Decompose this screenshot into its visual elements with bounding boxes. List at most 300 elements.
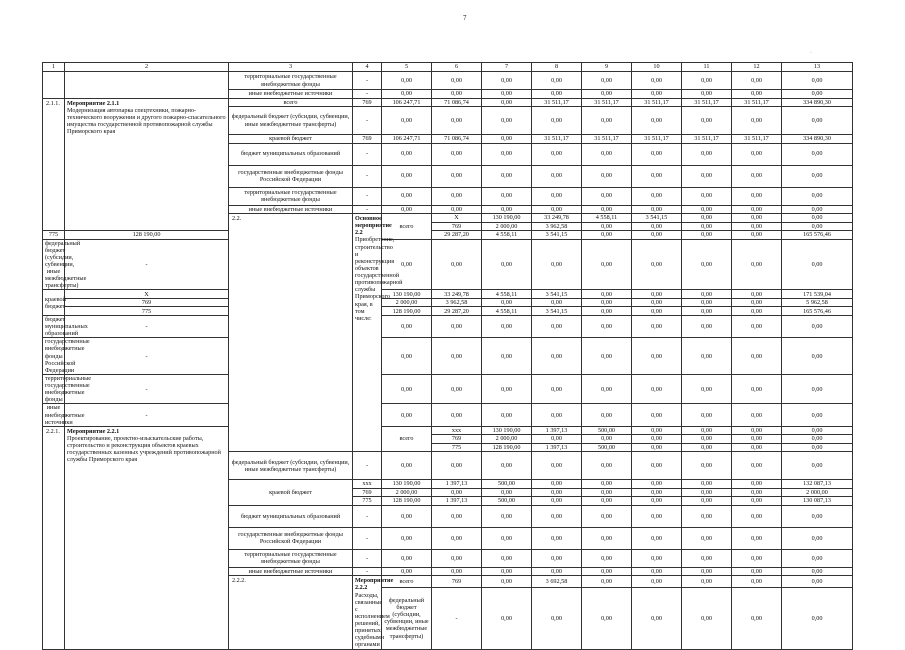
value-cell: 0,00 (582, 488, 632, 497)
value-cell: 0,00 (482, 588, 532, 649)
value-cell: 0,00 (482, 90, 532, 99)
value-cell: 0,00 (682, 187, 732, 205)
value-cell: 0,00 (632, 527, 682, 549)
value-cell: 0,00 (682, 214, 732, 223)
table-row (43, 239, 853, 290)
value-cell: 71 086,74 (432, 98, 482, 107)
value-cell: 0,00 (532, 72, 582, 90)
value-cell: 500,00 (482, 480, 532, 489)
value-cell: 0,00 (582, 567, 632, 576)
value-cell: 0,00 (482, 549, 532, 567)
value-cell: 0,00 (482, 374, 532, 404)
value-cell: 0,00 (582, 231, 632, 240)
grbs-code: - (353, 567, 382, 576)
value-cell: 0,00 (632, 576, 682, 588)
value-cell: 0,00 (582, 338, 632, 375)
funding-source: территориальные государственные внебюджетные фонды (229, 187, 353, 205)
grbs-code: - (353, 187, 382, 205)
value-cell: 0,00 (532, 404, 582, 426)
value-cell: 0,00 (682, 588, 732, 649)
table-row (43, 231, 853, 240)
column-header: 10 (632, 63, 682, 72)
value-cell: 0,00 (682, 239, 732, 290)
value-cell: 0,00 (382, 205, 432, 214)
value-cell: 0,00 (432, 165, 482, 187)
value-cell: 0,00 (732, 214, 782, 223)
value-cell: 0,00 (582, 107, 632, 135)
column-header: 9 (582, 63, 632, 72)
value-cell: 0,00 (632, 107, 682, 135)
grbs-code: 769 (353, 488, 382, 497)
value-cell: 0,00 (532, 374, 582, 404)
value-cell: 0,00 (532, 298, 582, 307)
value-cell: 0,00 (432, 90, 482, 99)
grbs-code: - (65, 239, 229, 290)
column-header: 6 (432, 63, 482, 72)
value-cell: 0,00 (382, 187, 432, 205)
value-cell: 0,00 (582, 165, 632, 187)
grbs-code: X (65, 290, 229, 299)
value-cell: 0,00 (582, 505, 632, 527)
value-cell: 0,00 (482, 452, 532, 480)
funding-source: федеральный бюджет (субсидии, субвенции, иные межбюджетные трансферты) (229, 452, 353, 480)
value-cell: 0,00 (632, 187, 682, 205)
value-cell: 0,00 (732, 527, 782, 549)
value-cell: 106 247,71 (382, 98, 432, 107)
value-cell: 0,00 (582, 576, 632, 588)
value-cell: 0,00 (582, 298, 632, 307)
value-cell: 0,00 (532, 505, 582, 527)
value-cell: 0,00 (782, 435, 853, 444)
value-cell: 0,00 (732, 143, 782, 165)
value-cell: 0,00 (582, 452, 632, 480)
value-cell: 0,00 (682, 72, 732, 90)
value-cell: 0,00 (682, 443, 732, 452)
activity-title: Мероприятие 2.2.1 (67, 427, 120, 435)
value-cell: 0,00 (682, 290, 732, 299)
value-cell: 0,00 (682, 374, 732, 404)
value-cell: 0,00 (782, 205, 853, 214)
value-cell: 0,00 (732, 338, 782, 375)
grbs-code: 775 (432, 443, 482, 452)
value-cell: 0,00 (782, 187, 853, 205)
value-cell: 0,00 (732, 404, 782, 426)
value-cell: 0,00 (632, 90, 682, 99)
grbs-code: 769 (432, 222, 482, 231)
grbs-code: - (432, 588, 482, 649)
value-cell: 0,00 (682, 143, 732, 165)
value-cell: 0,00 (682, 107, 732, 135)
table-row (43, 290, 853, 299)
value-cell: 0,00 (432, 505, 482, 527)
activity-description: Приобретение, строительство и реконструкция объектов государственной противопожарной службы Приморского края, в том числе: (355, 236, 403, 322)
row-index: 2.2. (232, 215, 242, 222)
corner-mark: · (810, 50, 812, 56)
row-name-cell (353, 214, 403, 452)
value-cell: 0,00 (582, 290, 632, 299)
value-cell: 0,00 (682, 505, 732, 527)
grbs-code: ххх (353, 480, 382, 489)
value-cell: 1 397,13 (532, 443, 582, 452)
column-header: 5 (382, 63, 432, 72)
value-cell: 0,00 (482, 205, 532, 214)
value-cell: 0,00 (382, 72, 432, 90)
value-cell: 165 576,46 (782, 307, 853, 316)
value-cell: 0,00 (582, 480, 632, 489)
funding-source: всего (229, 98, 353, 107)
grbs-code: - (353, 527, 382, 549)
value-cell: 0,00 (532, 588, 582, 649)
value-cell: 0,00 (632, 374, 682, 404)
value-cell: 0,00 (532, 435, 582, 444)
value-cell: 500,00 (482, 497, 532, 506)
row-index-cell (43, 426, 65, 649)
value-cell: 0,00 (482, 72, 532, 90)
value-cell: 33 249,78 (532, 214, 582, 223)
value-cell: 130 190,00 (482, 214, 532, 223)
value-cell: 0,00 (732, 315, 782, 337)
table-body (43, 63, 853, 650)
value-cell: 0,00 (782, 214, 853, 223)
value-cell: 31 511,17 (532, 135, 582, 144)
grbs-code: - (353, 549, 382, 567)
grbs-code: - (353, 143, 382, 165)
value-cell: 0,00 (382, 107, 432, 135)
budget-table (42, 62, 853, 650)
value-cell: 0,00 (782, 443, 853, 452)
row-name-cell (65, 72, 229, 99)
value-cell: 4 558,11 (582, 214, 632, 223)
value-cell: 0,00 (782, 90, 853, 99)
value-cell: 3 541,15 (532, 290, 582, 299)
value-cell: 0,00 (432, 315, 482, 337)
grbs-code: 769 (353, 98, 382, 107)
value-cell: 0,00 (482, 527, 532, 549)
table-row (43, 307, 853, 316)
value-cell: 0,00 (632, 505, 682, 527)
funding-source: иные внебюджетные источники (229, 90, 353, 99)
value-cell: 0,00 (482, 338, 532, 375)
value-cell: 0,00 (782, 72, 853, 90)
value-cell: 0,00 (732, 497, 782, 506)
value-cell: 0,00 (532, 567, 582, 576)
row-index-cell (229, 576, 353, 649)
grbs-code: 769 (432, 435, 482, 444)
value-cell: 0,00 (432, 239, 482, 290)
funding-source: бюджет муниципальных образований (229, 143, 353, 165)
value-cell: 3 541,15 (532, 307, 582, 316)
value-cell: 0,00 (682, 231, 732, 240)
value-cell: 0,00 (382, 452, 432, 480)
value-cell: 0,00 (782, 107, 853, 135)
value-cell: 3 962,58 (432, 298, 482, 307)
value-cell: 0,00 (732, 239, 782, 290)
value-cell: 0,00 (532, 497, 582, 506)
value-cell: 0,00 (782, 505, 853, 527)
table-row (43, 98, 853, 107)
value-cell: 0,00 (632, 315, 682, 337)
row-index: 2.2.2. (232, 577, 246, 585)
value-cell: 0,00 (582, 205, 632, 214)
value-cell: 106 247,71 (382, 135, 432, 144)
value-cell: 128 190,00 (382, 497, 432, 506)
value-cell: 0,00 (632, 488, 682, 497)
value-cell: 0,00 (682, 488, 732, 497)
value-cell: 0,00 (382, 404, 432, 426)
grbs-code: - (353, 165, 382, 187)
value-cell: 0,00 (582, 497, 632, 506)
grbs-code: - (353, 505, 382, 527)
value-cell: 3 541,15 (632, 214, 682, 223)
value-cell: 130 190,00 (482, 426, 532, 435)
grbs-code: 769 (65, 298, 229, 307)
value-cell: 0,00 (432, 452, 482, 480)
activity-title: Мероприятие 2.1.1 (67, 99, 120, 107)
value-cell: 0,00 (532, 205, 582, 214)
value-cell: 0,00 (782, 222, 853, 231)
table-row (43, 338, 853, 375)
value-cell: 0,00 (532, 480, 582, 489)
grbs-code: - (353, 72, 382, 90)
grbs-code: - (65, 404, 229, 426)
value-cell: 128 190,00 (65, 231, 229, 240)
value-cell: 130 190,00 (382, 290, 432, 299)
value-cell: 0,00 (782, 426, 853, 435)
value-cell: 0,00 (532, 187, 582, 205)
activity-description: Модернизация автопарка спецтехники, пожарно-технического вооружения и другого пожарно-спасательного имущества государственной противопожарной службы Приморского края (67, 106, 226, 135)
funding-source: краевой бюджет (229, 480, 353, 506)
grbs-code: - (353, 90, 382, 99)
value-cell: 0,00 (682, 549, 732, 567)
value-cell: 0,00 (682, 222, 732, 231)
column-header: 2 (65, 63, 229, 72)
value-cell: 2 000,00 (382, 298, 432, 307)
value-cell: 0,00 (582, 404, 632, 426)
row-name-cell (65, 426, 229, 649)
funding-source: федеральный бюджет (субсидии, субвенции, иные межбюджетные трансферты) (382, 588, 432, 649)
value-cell: 0,00 (632, 165, 682, 187)
value-cell: 71 086,74 (432, 135, 482, 144)
value-cell: 334 890,30 (782, 135, 853, 144)
value-cell: 0,00 (732, 588, 782, 649)
value-cell: 0,00 (682, 426, 732, 435)
value-cell: 29 287,20 (432, 307, 482, 316)
value-cell: 0,00 (432, 549, 482, 567)
row-index: 2.1.1. (46, 99, 60, 107)
value-cell: 0,00 (382, 90, 432, 99)
value-cell: 0,00 (732, 231, 782, 240)
value-cell: 2 000,00 (382, 488, 432, 497)
value-cell: 0,00 (632, 231, 682, 240)
value-cell: 0,00 (632, 452, 682, 480)
value-cell: 0,00 (582, 527, 632, 549)
value-cell: 0,00 (632, 435, 682, 444)
value-cell: 0,00 (782, 315, 853, 337)
value-cell: 0,00 (382, 338, 432, 375)
value-cell: 0,00 (532, 165, 582, 187)
value-cell: 0,00 (482, 404, 532, 426)
grbs-code: 775 (353, 497, 382, 506)
value-cell: 3 541,15 (532, 231, 582, 240)
grbs-code: 769 (353, 135, 382, 144)
value-cell: 0,00 (682, 205, 732, 214)
value-cell: 0,00 (382, 505, 432, 527)
value-cell: 0,00 (732, 576, 782, 588)
value-cell: 0,00 (782, 549, 853, 567)
value-cell: 0,00 (732, 452, 782, 480)
value-cell: 3 692,58 (532, 576, 582, 588)
row-index-cell (43, 72, 65, 99)
grbs-code: X (432, 214, 482, 223)
value-cell: 0,00 (532, 488, 582, 497)
funding-source: всего (382, 214, 432, 240)
value-cell: 0,00 (782, 239, 853, 290)
value-cell: 0,00 (782, 527, 853, 549)
value-cell: 0,00 (682, 90, 732, 99)
value-cell: 0,00 (732, 90, 782, 99)
value-cell: 0,00 (482, 576, 532, 588)
value-cell: 0,00 (732, 205, 782, 214)
value-cell: 0,00 (632, 205, 682, 214)
grbs-code: - (65, 374, 229, 404)
value-cell: 2 000,00 (782, 488, 853, 497)
grbs-code: - (353, 205, 382, 214)
value-cell: 0,00 (482, 165, 532, 187)
table-row (43, 298, 853, 307)
value-cell: 3 962,58 (532, 222, 582, 231)
value-cell: 0,00 (732, 567, 782, 576)
funding-source: территориальные государственные внебюджетные фонды (43, 374, 65, 404)
row-index: 2.2.1. (46, 427, 60, 435)
funding-source: территориальные государственные внебюджетные фонды (229, 72, 353, 90)
value-cell: 0,00 (532, 452, 582, 480)
value-cell: 0,00 (532, 527, 582, 549)
value-cell: 0,00 (632, 239, 682, 290)
value-cell: 0,00 (682, 452, 732, 480)
row-name-cell (353, 576, 394, 649)
value-cell: 0,00 (582, 143, 632, 165)
value-cell: 0,00 (682, 307, 732, 316)
value-cell: 4 558,11 (482, 231, 532, 240)
funding-source: краевой бюджет (229, 135, 353, 144)
value-cell: 0,00 (532, 338, 582, 375)
value-cell: 0,00 (782, 404, 853, 426)
value-cell: 0,00 (632, 143, 682, 165)
value-cell: 31 511,17 (632, 135, 682, 144)
value-cell: 29 287,20 (432, 231, 482, 240)
funding-source: федеральный бюджет (субсидии, субвенции, иные межбюджетные трансферты) (229, 107, 353, 135)
value-cell: 0,00 (382, 549, 432, 567)
value-cell: 31 511,17 (532, 98, 582, 107)
value-cell: 0,00 (532, 549, 582, 567)
value-cell: 500,00 (582, 443, 632, 452)
value-cell: 0,00 (632, 588, 682, 649)
value-cell: 0,00 (532, 90, 582, 99)
value-cell: 0,00 (582, 435, 632, 444)
value-cell: 0,00 (682, 338, 732, 375)
value-cell: 0,00 (532, 315, 582, 337)
value-cell: 2 000,00 (482, 435, 532, 444)
column-header: 8 (532, 63, 582, 72)
value-cell: 1 397,13 (432, 480, 482, 489)
value-cell: 31 511,17 (682, 98, 732, 107)
value-cell: 0,00 (632, 497, 682, 506)
value-cell: 0,00 (682, 480, 732, 489)
value-cell: 0,00 (632, 222, 682, 231)
grbs-code: - (65, 338, 229, 375)
row-index-cell (229, 214, 353, 452)
funding-source: иные внебюджетные источники (229, 205, 353, 214)
value-cell: 0,00 (782, 576, 853, 588)
value-cell: 0,00 (432, 567, 482, 576)
value-cell: 0,00 (482, 107, 532, 135)
value-cell: 0,00 (682, 527, 732, 549)
value-cell: 0,00 (482, 315, 532, 337)
value-cell: 130 087,13 (782, 497, 853, 506)
header-row (43, 63, 853, 72)
funding-source: иные внебюджетные источники (43, 404, 65, 426)
table-row (43, 374, 853, 404)
table-row (43, 72, 853, 90)
value-cell: 0,00 (632, 72, 682, 90)
column-header: 13 (782, 63, 853, 72)
value-cell: 0,00 (732, 480, 782, 489)
value-cell: 0,00 (682, 165, 732, 187)
value-cell: 0,00 (782, 165, 853, 187)
value-cell: 0,00 (482, 135, 532, 144)
value-cell: 4 558,11 (482, 290, 532, 299)
value-cell: 0,00 (432, 187, 482, 205)
activity-title: Основное мероприятие 2.2 (355, 215, 392, 237)
column-header: 4 (353, 63, 382, 72)
value-cell: 0,00 (482, 187, 532, 205)
value-cell: 31 511,17 (632, 98, 682, 107)
value-cell: 0,00 (732, 435, 782, 444)
value-cell: 0,00 (432, 143, 482, 165)
value-cell: 0,00 (732, 374, 782, 404)
value-cell: 132 087,13 (782, 480, 853, 489)
value-cell: 0,00 (732, 107, 782, 135)
grbs-code: - (65, 315, 229, 337)
value-cell: 0,00 (782, 338, 853, 375)
value-cell: 31 511,17 (582, 135, 632, 144)
value-cell: 0,00 (582, 549, 632, 567)
value-cell: 31 511,17 (732, 98, 782, 107)
funding-source: бюджет муниципальных образований (229, 505, 353, 527)
column-header: 3 (229, 63, 353, 72)
value-cell: 4 558,11 (482, 307, 532, 316)
value-cell: 334 890,30 (782, 98, 853, 107)
column-header: 1 (43, 63, 65, 72)
value-cell: 0,00 (432, 338, 482, 375)
funding-source: государственные внебюджетные фонды Российской Федерации (229, 527, 353, 549)
value-cell: 0,00 (382, 567, 432, 576)
value-cell: 0,00 (732, 72, 782, 90)
value-cell: 0,00 (482, 505, 532, 527)
value-cell: 0,00 (582, 315, 632, 337)
value-cell: 0,00 (532, 239, 582, 290)
value-cell: 0,00 (582, 374, 632, 404)
value-cell: 0,00 (432, 205, 482, 214)
value-cell: 0,00 (682, 567, 732, 576)
funding-source: иные внебюджетные источники (229, 567, 353, 576)
grbs-code: 769 (432, 576, 482, 588)
value-cell: 0,00 (482, 98, 532, 107)
value-cell: 0,00 (432, 527, 482, 549)
value-cell: 0,00 (682, 576, 732, 588)
value-cell: 0,00 (382, 374, 432, 404)
value-cell: 0,00 (632, 298, 682, 307)
